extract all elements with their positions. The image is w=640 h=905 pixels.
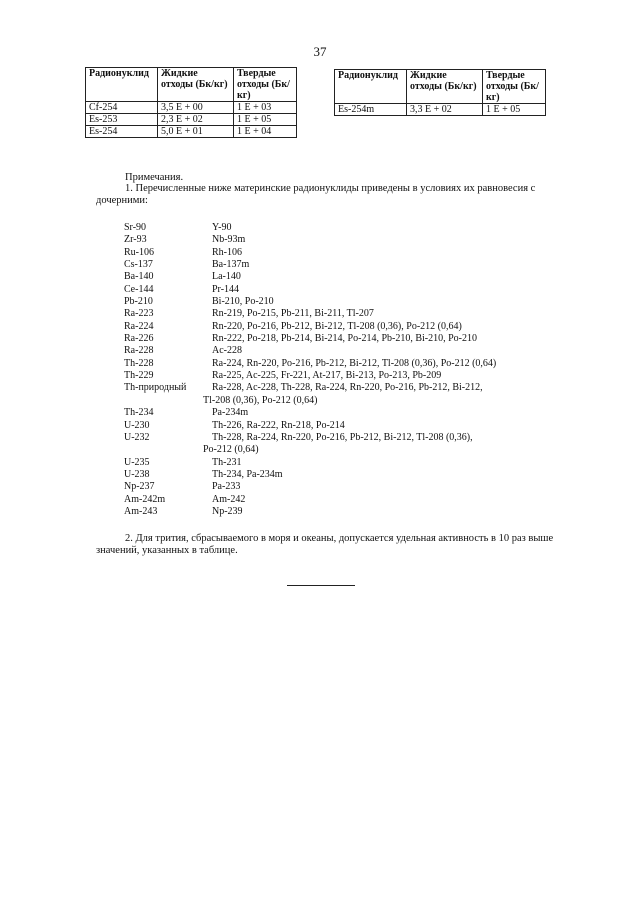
table-row xyxy=(335,104,546,116)
daughter-nuclides: Ra-224, Rn-220, Po-216, Pb-212, Bi-212, Tl-208 (0,36), Po-212 (0,64) xyxy=(212,357,497,369)
header-solid-waste: Твердые отходы (Бк/кг) xyxy=(483,70,546,104)
parent-nuclide: Ra-224 xyxy=(124,320,154,332)
daughter-nuclides-continuation: Po-212 (0,64) xyxy=(203,444,259,456)
daughter-nuclides: La-140 xyxy=(212,271,241,283)
note-2: 2. Для трития, сбрасываемого в моря и океаны, допускается удельная активность в 10 раз выше значений, указанных в таблице. xyxy=(96,533,554,556)
daughter-nuclides: Rn-220, Po-216, Pb-212, Bi-212, Tl-208 (0,36), Po-212 (0,64) xyxy=(212,320,462,332)
parent-nuclide: U-235 xyxy=(124,456,150,468)
daughter-nuclides: Pa-233 xyxy=(212,481,241,493)
note-1: 1. Перечисленные ниже материнские радионуклиды приведены в условиях их равновесия с дочерними: xyxy=(96,183,536,206)
table-header-row xyxy=(335,70,546,104)
notes-title: Примечания. xyxy=(125,172,184,183)
table-row xyxy=(86,126,297,138)
cell-liquid: 3,3 E + 02 xyxy=(407,104,483,116)
daughter-nuclides: Th-226, Ra-222, Rn-218, Po-214 xyxy=(212,419,345,431)
daughter-nuclides: Th-231 xyxy=(212,456,242,468)
header-liquid-waste: Жидкие отходы (Бк/кг) xyxy=(407,70,483,104)
daughter-nuclides: Ra-225, Ac-225, Fr-221, At-217, Bi-213, Po-213, Pb-209 xyxy=(212,370,442,382)
parent-nuclide: Am-242m xyxy=(124,493,166,505)
cell-radionuclide: Es-254m xyxy=(335,104,407,116)
daughter-nuclides: Nb-93m xyxy=(212,234,246,246)
parent-nuclide: Ru-106 xyxy=(124,246,154,258)
daughter-nuclides: Rn-222, Po-218, Pb-214, Bi-214, Po-214, Pb-210, Bi-210, Po-210 xyxy=(212,333,478,345)
end-divider xyxy=(287,585,355,586)
cell-solid: 1 E + 05 xyxy=(483,104,546,116)
daughter-nuclides: Th-228, Ra-224, Rn-220, Po-216, Pb-212, Bi-212, Tl-208 (0,36), xyxy=(212,431,473,443)
cell-radionuclide: Cf-254 xyxy=(86,102,158,114)
daughter-nuclides: Bi-210, Po-210 xyxy=(212,296,274,308)
daughter-nuclides: Th-234, Pa-234m xyxy=(212,468,283,480)
parent-nuclide: Th-229 xyxy=(124,370,154,382)
parent-nuclide: Sr-90 xyxy=(124,222,147,233)
header-radionuclide: Радионуклид xyxy=(335,70,407,104)
daughter-nuclides: Ba-137m xyxy=(212,259,250,271)
parent-nuclide: U-230 xyxy=(124,419,150,431)
parent-nuclide: Ba-140 xyxy=(124,271,154,283)
table-row xyxy=(86,114,297,126)
waste-limits-table-left xyxy=(85,67,297,138)
table-header-row xyxy=(86,68,297,102)
header-liquid-waste: Жидкие отходы (Бк/кг) xyxy=(158,68,234,102)
parent-nuclide: U-238 xyxy=(124,468,150,480)
daughter-nuclides: Y-90 xyxy=(212,222,232,233)
daughter-nuclides: Am-242 xyxy=(212,493,246,505)
parent-nuclide: Np-237 xyxy=(124,481,155,493)
parent-nuclide: Cs-137 xyxy=(124,259,153,271)
parent-nuclide: Pb-210 xyxy=(124,296,153,308)
daughter-nuclides: Pr-144 xyxy=(212,283,240,295)
cell-solid: 1 E + 03 xyxy=(234,102,297,114)
page-number: 37 xyxy=(313,44,327,59)
cell-liquid: 5,0 E + 01 xyxy=(158,126,234,138)
daughter-nuclides: Ra-228, Ac-228, Th-228, Ra-224, Rn-220, Po-216, Pb-212, Bi-212, xyxy=(212,382,483,394)
parent-nuclide: Ra-228 xyxy=(124,345,154,357)
daughter-nuclides: Np-239 xyxy=(212,505,243,517)
cell-radionuclide: Es-254 xyxy=(86,126,158,138)
parent-nuclide: Ce-144 xyxy=(124,283,154,295)
parent-nuclide: U-232 xyxy=(124,431,150,443)
daughter-nuclides-continuation: Tl-208 (0,36), Po-212 (0,64) xyxy=(203,394,318,406)
parent-nuclide: Ra-223 xyxy=(124,308,154,320)
parent-nuclide: Zr-93 xyxy=(124,234,147,246)
daughter-nuclides: Rh-106 xyxy=(212,246,242,258)
waste-limits-table-right xyxy=(334,69,546,116)
cell-solid: 1 E + 05 xyxy=(234,114,297,126)
header-solid-waste: Твердые отходы (Бк/кг) xyxy=(234,68,297,102)
cell-liquid: 3,5 E + 00 xyxy=(158,102,234,114)
parent-nuclide: Th-234 xyxy=(124,407,154,419)
daughter-nuclides: Ac-228 xyxy=(212,345,242,357)
cell-liquid: 2,3 E + 02 xyxy=(158,114,234,126)
header-radionuclide: Радионуклид xyxy=(86,68,158,102)
parent-nuclide: Th-228 xyxy=(124,357,154,369)
table-row xyxy=(86,102,297,114)
parent-nuclide: Th-природный xyxy=(124,382,187,394)
parent-nuclide: Ra-226 xyxy=(124,333,154,345)
cell-radionuclide: Es-253 xyxy=(86,114,158,126)
parent-nuclide: Am-243 xyxy=(124,505,158,517)
cell-solid: 1 E + 04 xyxy=(234,126,297,138)
daughter-nuclides: Rn-219, Po-215, Pb-211, Bi-211, Tl-207 xyxy=(212,308,374,320)
daughter-nuclides: Pa-234m xyxy=(212,407,249,419)
